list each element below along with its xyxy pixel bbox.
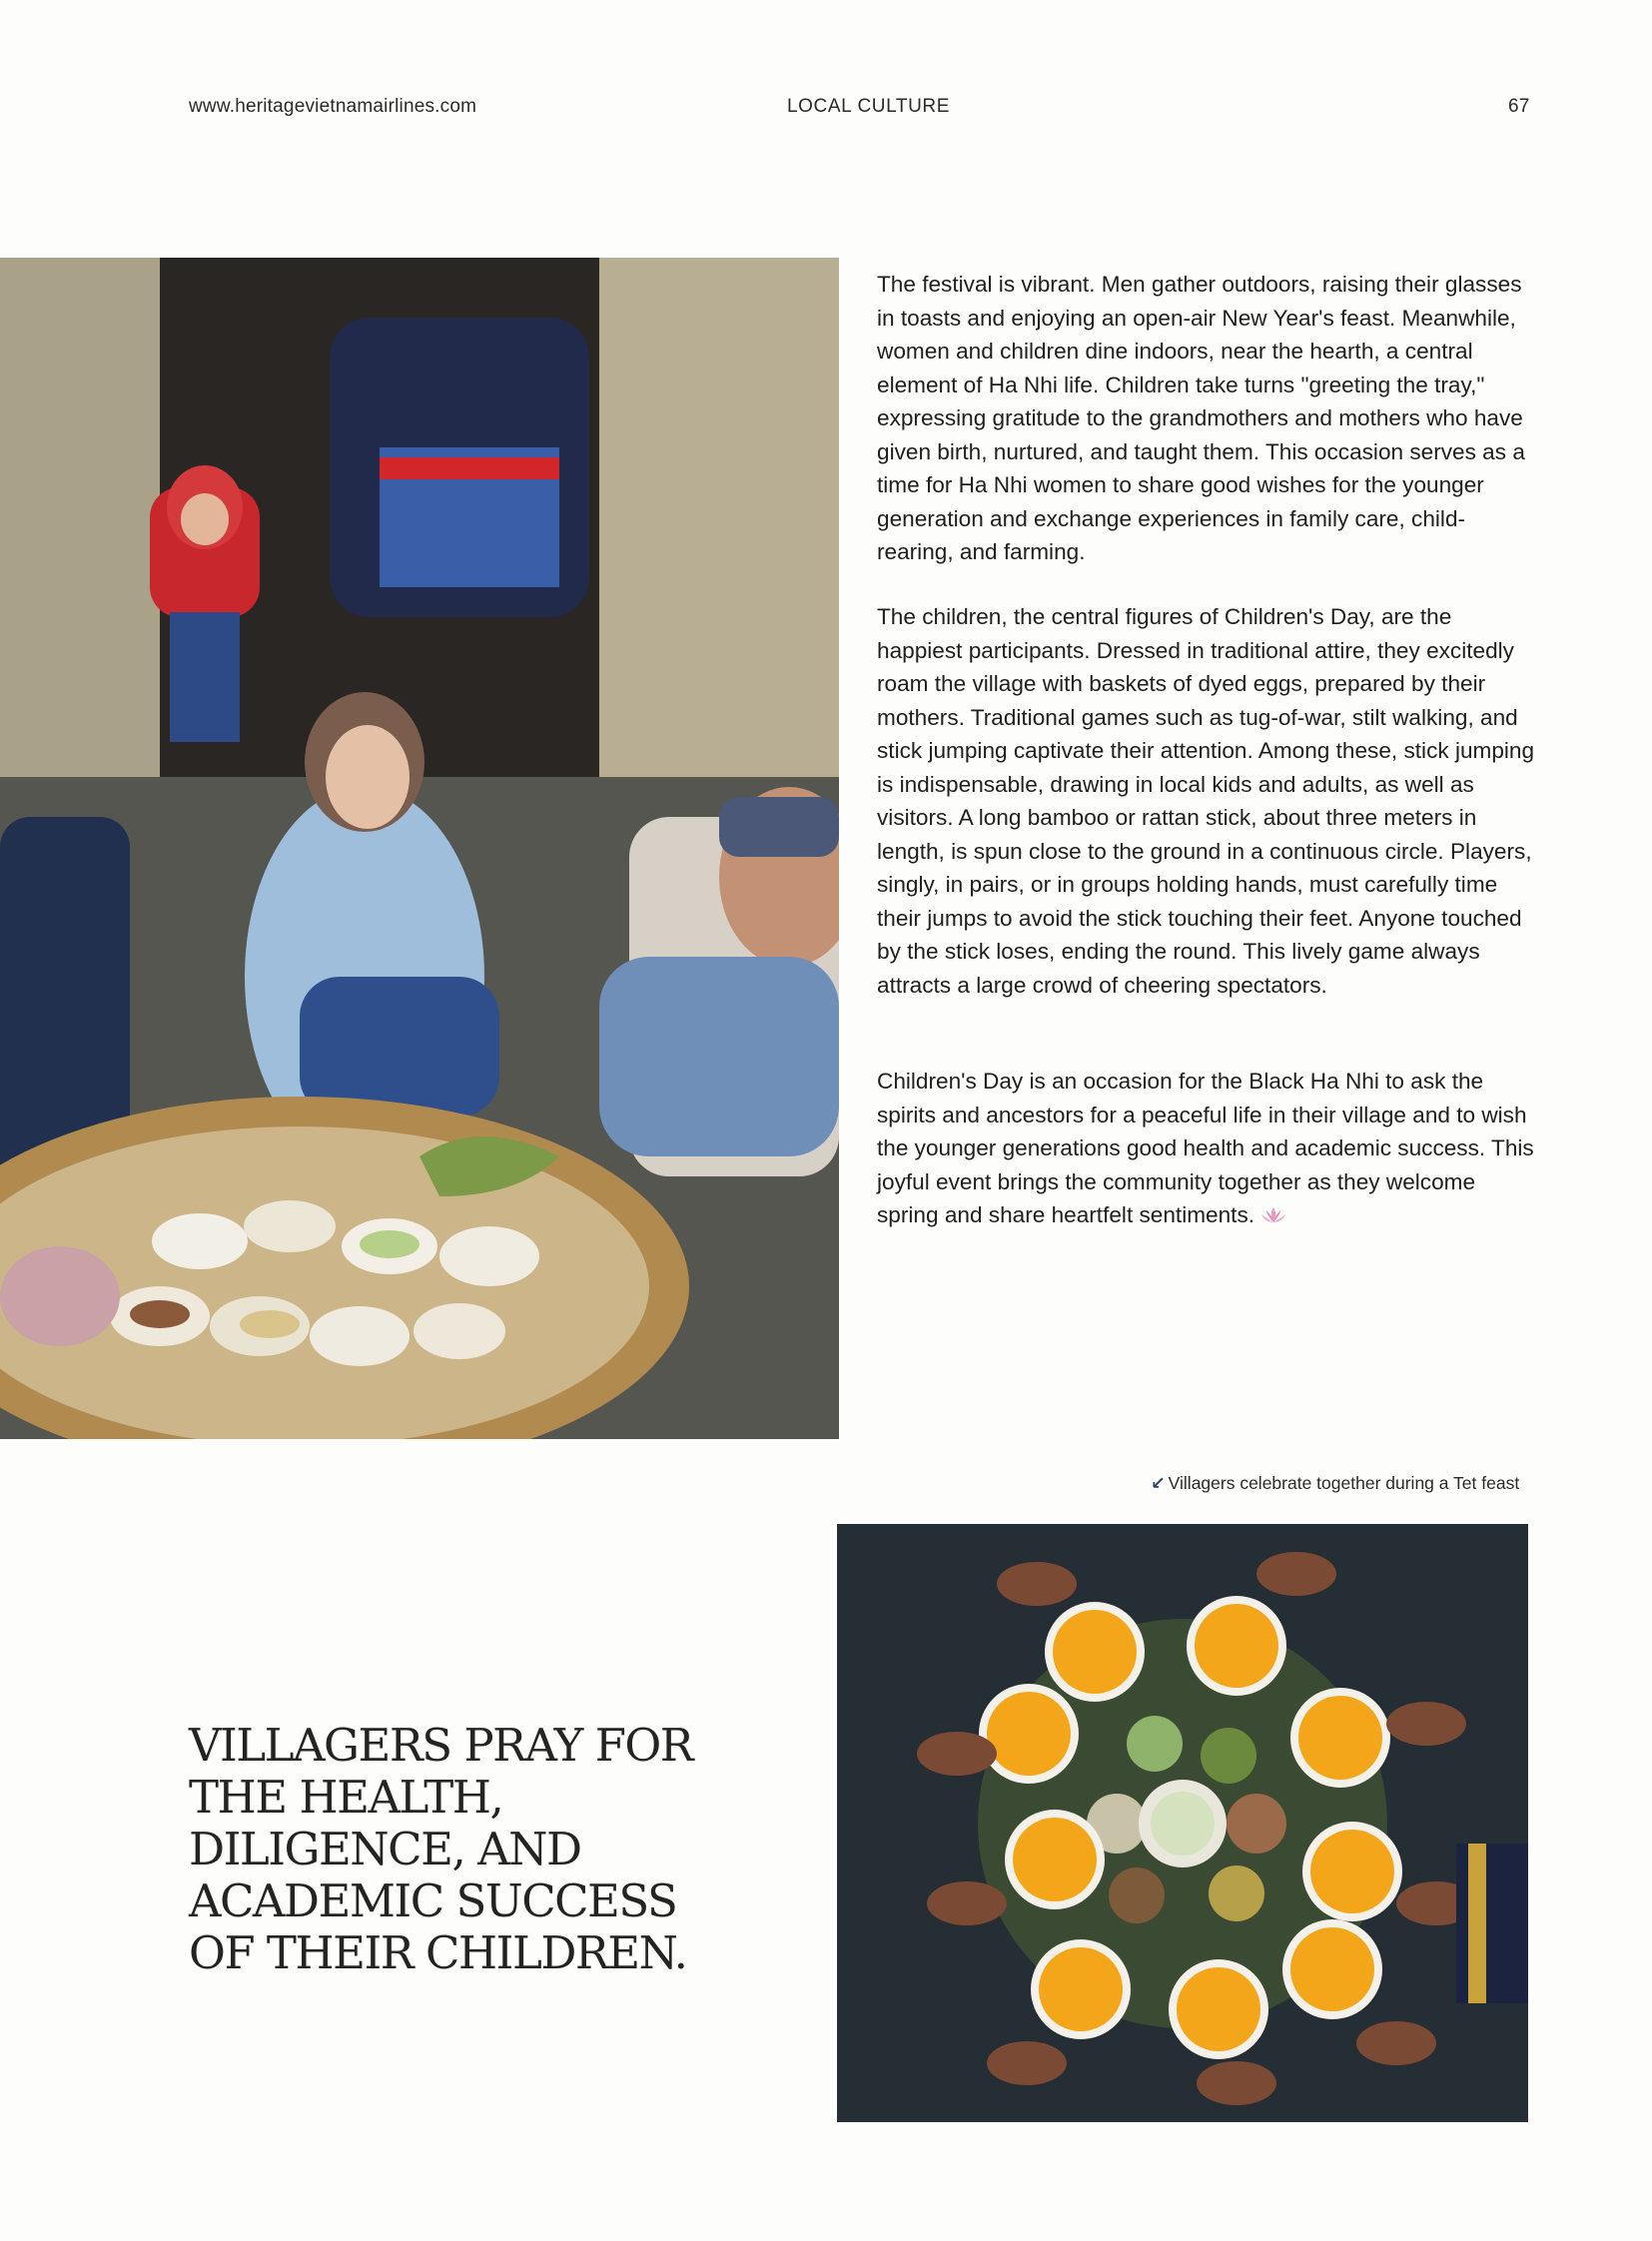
tet-feast-photo: [0, 258, 839, 1439]
photo-caption: [1151, 1473, 1519, 1494]
pull-quote: VILLAGERS PRAY FOR THE HEALTH, DILIGENCE, AND ACADEMIC SUCCESS OF THEIR CHILDREN.: [189, 1719, 693, 1979]
arrow-down-left-icon: ↙: [1151, 1473, 1166, 1493]
article-paragraph-1: [877, 268, 1536, 569]
lotus-icon: [1258, 1201, 1288, 1221]
article-paragraph-text: Children's Day is an occasion for the Black Ha Nhi to ask the spirits and ancestors for a peaceful life in their village and to wish the younger generations good health and academic success. This joyful event brings the community together as they welcome spring and share heartfelt sentiments.: [877, 1069, 1534, 1227]
header-url: www.heritagevietnamairlines.com: [189, 96, 477, 117]
article-paragraph-3: [877, 1065, 1536, 1232]
article-paragraph-text: The children, the central figures of Children's Day, are the happiest participants. Dressed in traditional attire, they excitedly roam the village with baskets of dyed eggs, prepared by their mothers. Traditional games such as tug-of-war, stilt walking, and stick jumping captivate their attention. Among these, stick jumping is indispensable, drawing in local kids and adults, as well as visitors. A long bamboo or rattan stick, about three meters in length, is spun close to the ground in a continuous circle. Players, singly, in pairs, or in groups holding hands, must carefully time their jumps to avoid the stick touching their feet. Anyone touched by the stick loses, ending the round. This lively game always attracts a large crowd of cheering spectators.: [877, 604, 1535, 998]
bowls-circle-photo: [837, 1524, 1528, 2122]
header-section: LOCAL CULTURE: [787, 96, 951, 117]
article-paragraph-2: [877, 600, 1536, 1002]
article-paragraph-text: The festival is vibrant. Men gather outdoors, raising their glasses in toasts and enjoying an open-air New Year's feast. Meanwhile, women and children dine indoors, near the hearth, a central element of Ha Nhi life. Children take turns "greeting the tray," expressing gratitude to the grandmothers and mothers who have given birth, nurtured, and taught them. This occasion serves as a time for Ha Nhi women to share good wishes for the younger generation and exchange experiences in family care, child-rearing, and farming.: [877, 272, 1525, 564]
page-number: 67: [1508, 96, 1530, 117]
caption-text: Villagers celebrate together during a Tet feast: [1168, 1473, 1520, 1493]
